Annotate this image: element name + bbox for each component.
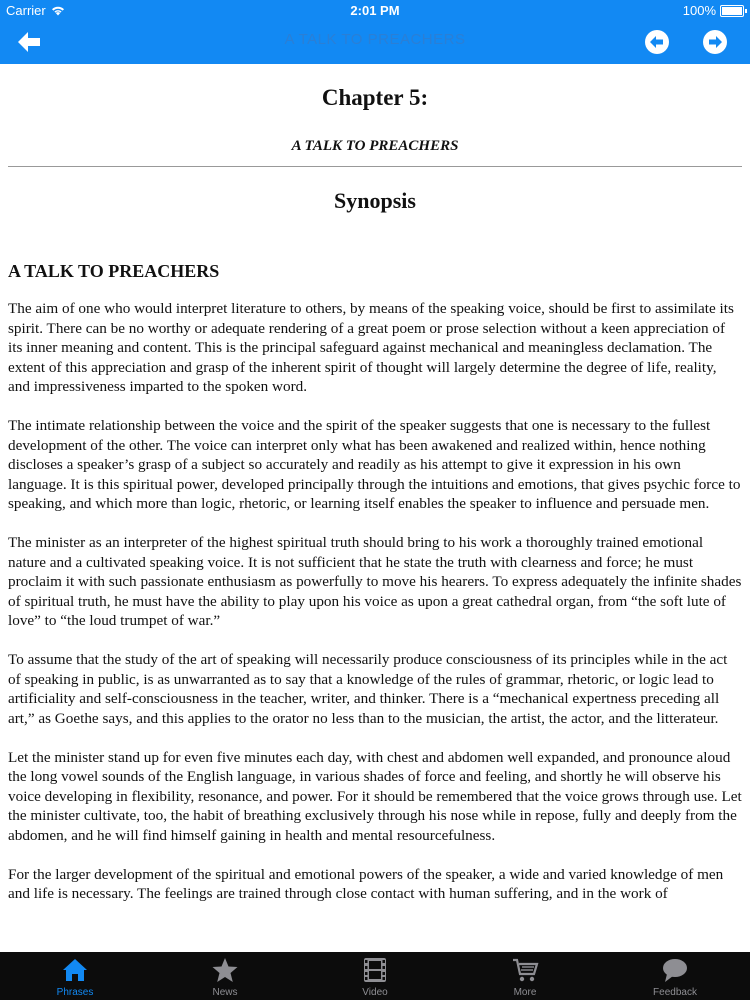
- status-time: 2:01 PM: [350, 3, 400, 18]
- tab-label: Video: [362, 987, 388, 998]
- battery-percent: 100%: [682, 3, 716, 18]
- back-arrow-icon: [14, 27, 46, 57]
- status-battery: [683, 3, 744, 18]
- tab-more[interactable]: [450, 952, 600, 1000]
- status-bar: [0, 0, 750, 20]
- tab-video[interactable]: [300, 952, 450, 1000]
- next-chapter-button[interactable]: [700, 27, 730, 57]
- tab-label: Feedback: [653, 987, 697, 998]
- paragraph: For the larger development of the spiritual and emotional powers of the speaker, a wide and varied knowledge of men and life is necessary. The feelings are trained through close contact with human suffering, and in the work of: [8, 865, 724, 902]
- top-bar: [0, 0, 750, 64]
- back-button[interactable]: [14, 27, 46, 57]
- carrier-label: Carrier: [6, 3, 46, 18]
- circle-left-arrow-icon: [642, 27, 672, 57]
- chapter-content[interactable]: [0, 64, 750, 952]
- tab-bar: [0, 952, 750, 1000]
- paragraph: To assume that the study of the art of speaking will necessarily produce consciousness of its principles while in the act of speaking in public, is as unwarranted as to say that a knowledge of the rules of grammar, rhetoric, or logic lead to artificiality and self-consciousness in the teacher, writer, and thinker. There is a “mechanical expertness preceding all art,” as Goethe says, and this applies to the orator no less than to the musician, the artist, the actor, and the litterateur.: [8, 651, 728, 727]
- chapter-subtitle: A TALK TO PREACHERS: [291, 138, 459, 154]
- cart-icon: [511, 956, 539, 984]
- tab-feedback[interactable]: [600, 952, 750, 1000]
- battery-icon: [720, 5, 744, 17]
- previous-chapter-button[interactable]: [642, 27, 672, 57]
- chapter-title: Chapter 5:: [321, 85, 429, 110]
- synopsis-heading: Synopsis: [334, 188, 416, 213]
- paragraph: The intimate relationship between the voice and the spirit of the speaker suggests that one is necessary to the fullest development of the other. The voice can interpret only what has been awakened and realized within, hence nothing discloses a speaker’s grasp of a subject so accurately and readily as his attempt to give it expression in his own language. It is this spiritual power, developed principally through the intuitions and emotions, that gives psychic force to speaking, and which more than logic, rhetoric, or learning itself enables the speaker to influence and persuade men.: [8, 417, 741, 512]
- tab-label: Phrases: [56, 987, 94, 998]
- paragraph: The minister as an interpreter of the highest spiritual truth should bring to his work a thoroughly trained emotional nature and a cultivated speaking voice. It is not sufficient that he state the truth with clearness and force; he must proclaim it with such passionate enthusiasm as powerfully to move his hearers. To express adequately the infinite shades of spiritual truth, he must have the ability to play upon his voice as upon a great cathedral organ, from “the soft lute of love” to “the loud trumpet of war.”: [8, 534, 742, 629]
- paragraph: Let the minister stand up for even five minutes each day, with chest and abdomen well expanded, and pronounce aloud the long vowel sounds of the English language, in various shades of force and feeling, and shortly he will observe his voice developing in flexibility, resonance, and power. For it should be remembered that the voice grows through use. Let the minister cultivate, too, the habit of breathing exclusively through his nose while in repose, fully and deeply from the abdomen, and he will find himself gaining in health and mental resourcefulness.: [8, 748, 742, 844]
- tab-label: News: [212, 987, 238, 998]
- chapter-text: [0, 283, 750, 904]
- film-icon: [361, 956, 389, 984]
- speech-bubble-icon: [661, 956, 689, 984]
- section-heading: A TALK TO PREACHERS: [8, 261, 220, 281]
- tab-news[interactable]: [150, 952, 300, 1000]
- paragraph: The aim of one who would interpret literature to others, by means of the speaking voice, should be first to assimilate its spirit. There can be no worthy or adequate rendering of a great poem or prose selection without a keen appreciation of its inner meaning and content. This is the principal safeguard against mechanical and meaningless declamation. The extent of this appreciation and grasp of the inherent spirit of thought will largely determine the degree of life, reality, and impressiveness imparted to the spoken word.: [8, 300, 734, 395]
- tab-label: More: [513, 987, 537, 998]
- nav-title: A TALK TO PREACHERS: [284, 31, 466, 48]
- star-icon: [211, 956, 239, 984]
- tab-phrases[interactable]: [0, 952, 150, 1000]
- home-icon: [61, 956, 89, 984]
- nav-bar: [0, 20, 750, 64]
- circle-right-arrow-icon: [700, 27, 730, 57]
